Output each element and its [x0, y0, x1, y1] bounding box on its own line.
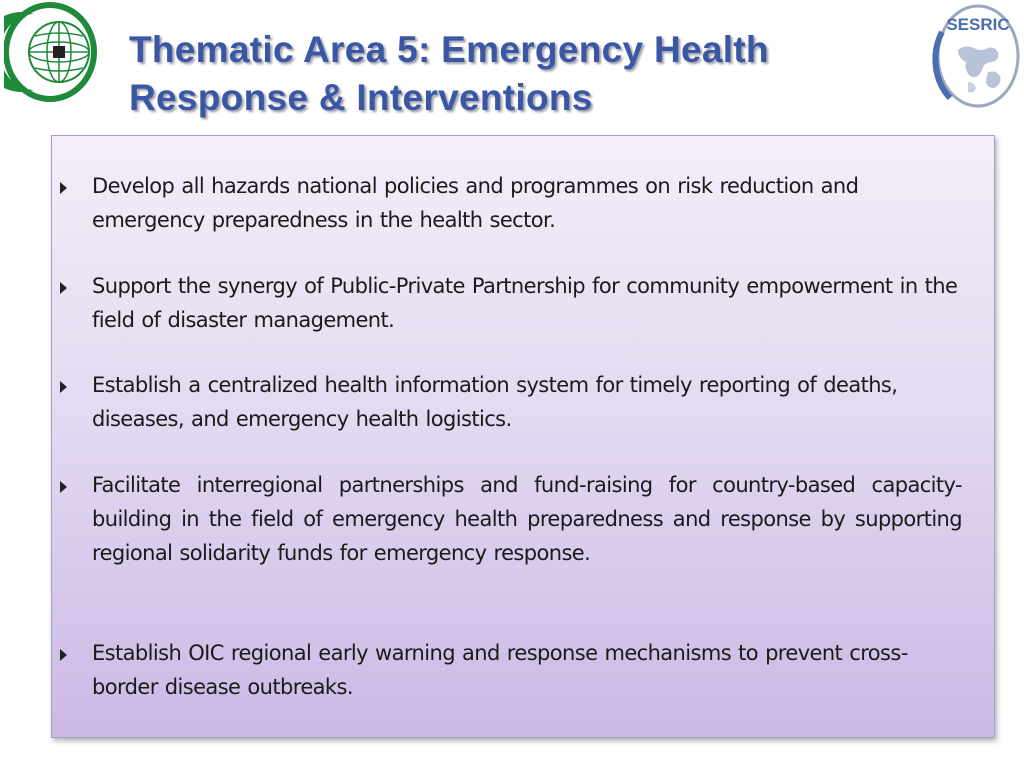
- bullet-item: [52, 636, 996, 699]
- bullet-arrow-icon: [60, 481, 67, 493]
- bullet-text: Support the synergy of Public-Private Partnership for community empowerment in the field of disaster management.: [92, 274, 958, 332]
- bullet-text: Establish a centralized health information system for timely reporting of deaths, diseases, and emergency health logistics.: [92, 373, 898, 431]
- bullet-arrow-icon: [60, 182, 67, 194]
- bullet-item: [52, 468, 996, 565]
- title-line-1: Thematic Area 5: Emergency Health: [129, 29, 769, 70]
- bullet-item: [52, 269, 996, 332]
- bullet-text: Develop all hazards national policies and programmes on risk reduction and emergency preparedness in the health sector.: [92, 174, 859, 232]
- oic-logo-icon: [4, 2, 100, 102]
- bullet-arrow-icon: [60, 649, 67, 661]
- bullet-text: Establish OIC regional early warning and response mechanisms to prevent cross-border disease outbreaks.: [92, 641, 908, 699]
- sesric-logo-icon: [928, 2, 1020, 110]
- bullet-item: [52, 368, 996, 431]
- bullet-arrow-icon: [60, 381, 67, 393]
- content-box: [51, 135, 995, 738]
- bullet-text: Facilitate interregional partnerships and fund-raising for country-based capacity-building in the field of emergency health preparedness and response by supporting regional solidarity funds for emergency response.: [92, 473, 962, 565]
- bullet-arrow-icon: [60, 282, 67, 294]
- sesric-logo-text: SESRIC: [946, 15, 1010, 34]
- bullet-item: [52, 169, 996, 232]
- slide-title: [129, 26, 929, 122]
- title-line-2: Response & Interventions: [129, 77, 593, 118]
